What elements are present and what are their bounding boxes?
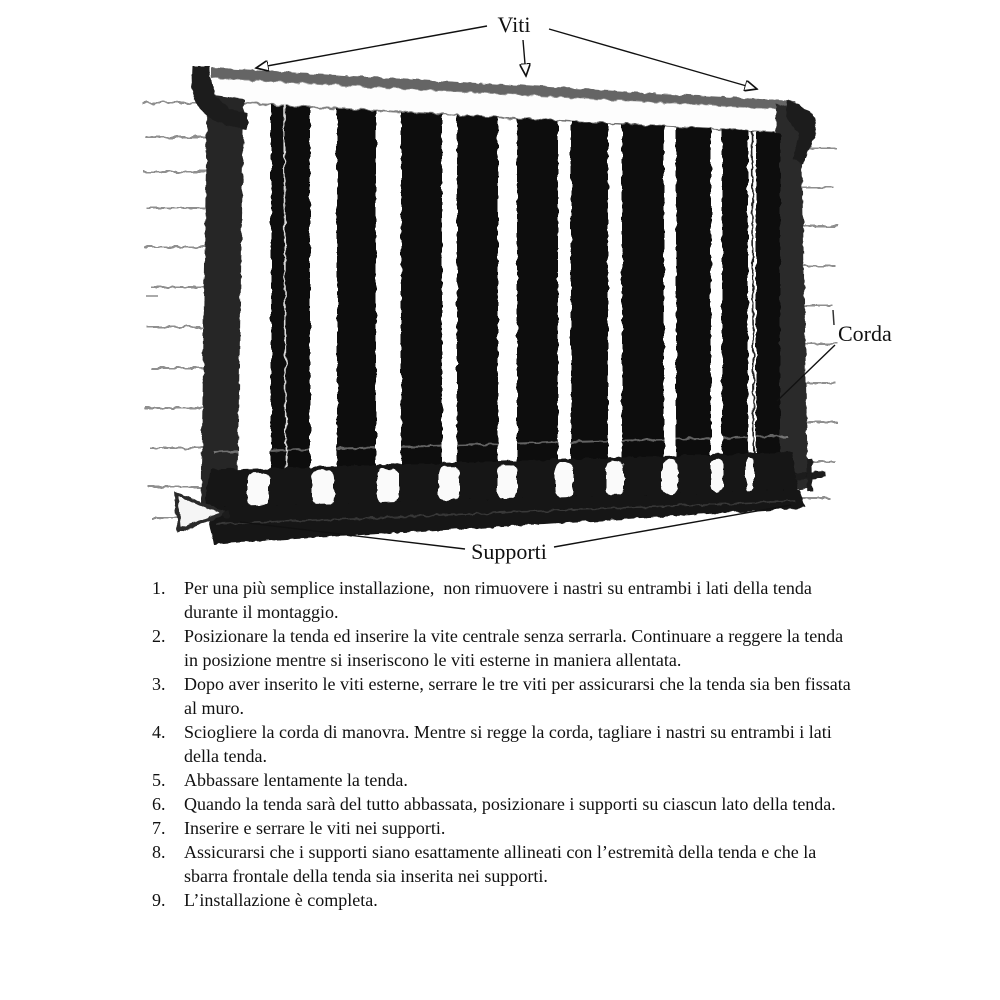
- viti-label: Viti: [497, 12, 531, 37]
- step-number: 4.: [152, 722, 166, 742]
- viti-leader-center: [523, 40, 526, 76]
- step-number: 1.: [152, 578, 166, 598]
- slat-foot-gap: [377, 469, 399, 503]
- slat-foot-gap: [497, 465, 517, 499]
- slat-foot-gap: [606, 462, 624, 496]
- slat-foot-gap: [746, 457, 754, 491]
- slat-foot-gap: [439, 467, 460, 501]
- blind-slats: [271, 105, 780, 506]
- slat-foot-gap: [312, 471, 334, 505]
- instruction-step-8: [152, 840, 852, 888]
- slat-foot-gap: [711, 458, 723, 492]
- blind-slat: [756, 131, 780, 492]
- instruction-step-7: [152, 816, 852, 840]
- step-number: 6.: [152, 794, 166, 814]
- blind-left-edge: [201, 94, 244, 510]
- step-number: 7.: [152, 818, 166, 838]
- step-text: Abbassare lentamente la tenda.: [184, 770, 408, 790]
- blind-slat: [271, 105, 310, 506]
- step-number: 2.: [152, 626, 166, 646]
- step-number: 9.: [152, 890, 166, 910]
- step-text: Posizionare la tenda ed inserire la vite centrale senza serrarla. Continuare a reggere la tenda in posizione mentre si inseriscono le viti esterne in maniera allentata.: [184, 626, 848, 670]
- blind-slat: [401, 112, 442, 502]
- instruction-step-1: [152, 576, 852, 624]
- instructions-list: [152, 576, 856, 912]
- viti-leader-left: [256, 26, 487, 68]
- step-text: Sciogliere la corda di manovra. Mentre si regge la corda, tagliare i nastri su entrambi i lati della tenda.: [184, 722, 837, 766]
- step-number: 3.: [152, 674, 166, 694]
- corda-label: Corda: [838, 321, 892, 346]
- step-text: Dopo aver inserito le viti esterne, serrare le tre viti per assicurarsi che la tenda sia ben fissata al muro.: [184, 674, 856, 718]
- instruction-step-2: [152, 624, 852, 672]
- step-text: L’installazione è completa.: [184, 890, 378, 910]
- blind-slat: [337, 109, 376, 505]
- step-number: 5.: [152, 770, 166, 790]
- instruction-step-6: [152, 792, 852, 816]
- slat-foot-gap: [247, 473, 269, 507]
- scan-artifact-tick: [833, 310, 834, 325]
- step-text: Per una più semplice installazione, non rimuovere i nastri su entrambi i lati della tenda durante il montaggio.: [184, 578, 817, 622]
- blind-slat: [722, 130, 748, 494]
- supporti-label: Supporti: [471, 539, 547, 564]
- scanned-photo: [143, 66, 838, 544]
- step-text: Assicurarsi che i supporti siano esattamente allineati con l’estremità della tenda e che la sbarra frontale della tenda sia inserita nei supporti.: [184, 842, 821, 886]
- instruction-step-3: [152, 672, 856, 720]
- step-number: 8.: [152, 842, 166, 862]
- slat-foot-gap: [662, 460, 678, 494]
- step-text: Quando la tenda sarà del tutto abbassata, posizionare i supporti su ciascun lato della tenda.: [184, 794, 836, 814]
- step-text: Inserire e serrare le viti nei supporti.: [184, 818, 446, 838]
- instruction-step-5: [152, 768, 852, 792]
- bottom-left-support-screw: [223, 511, 232, 520]
- viti-leader-right: [549, 29, 757, 89]
- instruction-step-9: [152, 888, 852, 912]
- blind-slat: [457, 115, 498, 501]
- slat-foot-gap: [555, 463, 573, 497]
- instruction-step-4: [152, 720, 852, 768]
